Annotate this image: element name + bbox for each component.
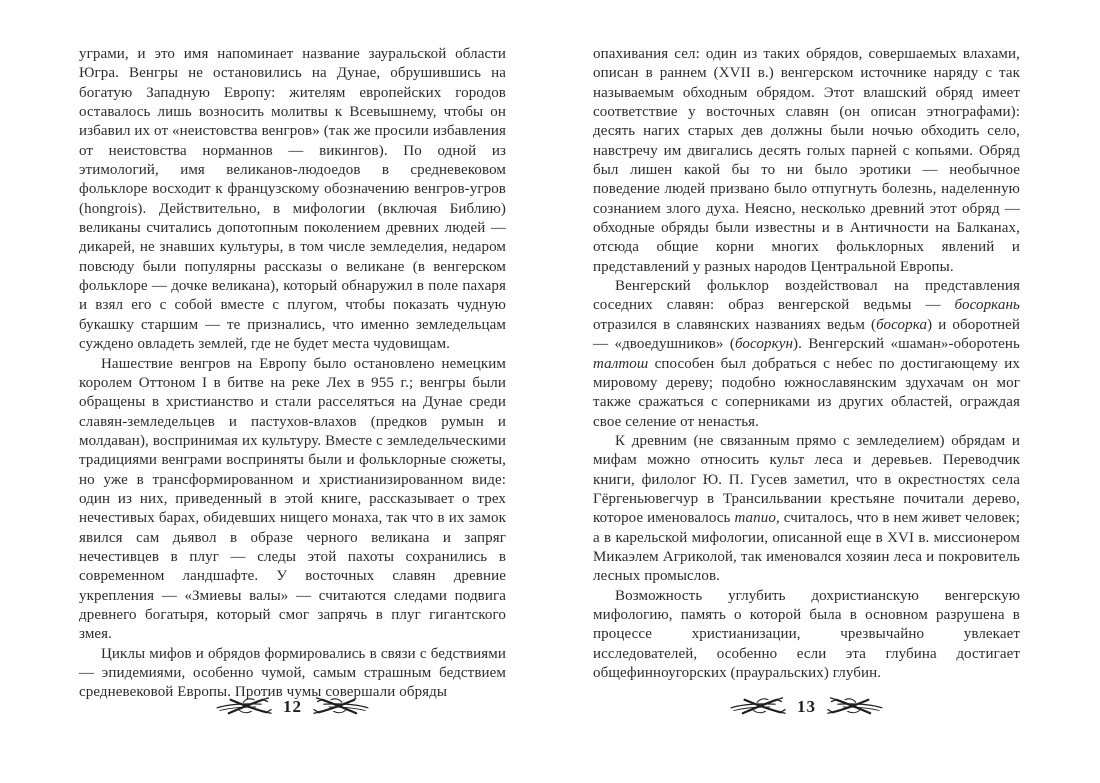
text-run: способен был добраться с небес по достигающему их мировому дереву; подобно южнославянским здухачам он мог также сражаться с соперниками из других областей, ограждая свое селение от ненастья. (593, 355, 1020, 430)
paragraph (79, 45, 506, 355)
paragraph (593, 587, 1020, 684)
flourish-ornament-icon (216, 697, 274, 715)
paragraph (593, 432, 1020, 587)
paragraph (593, 277, 1020, 432)
text-run: ) и оборотней — «двоедушников» ( (593, 316, 1020, 353)
page-right-text (593, 45, 1020, 683)
page-number-right: 13 (797, 696, 816, 716)
text-run: К древним (не связанным прямо с земледелием) обрядам и мифам можно относить культ леса и деревьев. Переводчик книги, филолог Ю. П. Гусев заметил, что в окрестностях села Гёргеньювегчур в Трансильвании крестьяне почитали дерево, которое именовалось (593, 432, 1020, 527)
italic-term: босоркун (734, 336, 793, 353)
page-left-text (79, 45, 506, 703)
page-left-footer (79, 697, 506, 715)
text-run: Возможность углубить дохристианскую венгерскую мифологию, память о которой была в основном разрушена в процессе христианизации, чрезвычайно увлекает исследователей, особенно если эта глубина достигает общефинноугорских (прауральских) глубин. (593, 587, 1020, 681)
italic-term: босорка (876, 316, 928, 333)
text-run: , считалось, что в нем живет человек; а в карельской мифологии, описанной еще в XVI в. миссионером Микаэлем Агриколой, так именовался хозяин леса и покровитель лесных промыслов. (593, 510, 1021, 585)
italic-term: тапио (734, 510, 776, 527)
paragraph (593, 45, 1020, 277)
text-run: уграми, и это имя напоминает название зауральской области Югра. Венгры не остановились на Дунае, обрушившись на богатую Западную Европу: жителям европейских городов оставалось лишь возносить молитвы к Всевышнему, чтобы он избавил их от «неистовства венгров» (так же просили избавления от неистовства норманнов — викингов). По одной из этимологий, имя великанов-людоедов в средневековом фольклоре восходит к французскому обозначению венгров-угров (hongrois). Действительно, в мифологии (включая Библию) великаны считались допотопным поколением древних людей — дикарей, не знавших культуры, в том числе земледелия, недаром повсюду были популярны рассказы о великане (в венгерском фольклоре — дочке великана), который обнаружил в поле пахаря и взял его с собой вместе с плугом, чтобы показать чудную букашку старшим — те признались, что именно земледельцам суждено овладеть землей, где не будет места чудовищам. (79, 46, 506, 353)
italic-term: босоркань (954, 297, 1020, 314)
text-run: Венгерский фольклор воздействовал на представления соседних славян: образ венгерской ведьмы — (593, 278, 1020, 314)
flourish-ornament-icon (311, 697, 369, 715)
paragraph (79, 355, 506, 645)
italic-term: талтош (593, 355, 649, 372)
text-run: ). Венгерский «шаман»-оборотень (793, 336, 1020, 353)
text-run: отразился в славянских названиях ведьм ( (593, 316, 877, 333)
flourish-ornament-icon (730, 697, 788, 715)
paragraph (79, 645, 506, 703)
flourish-ornament-icon (825, 697, 883, 715)
text-run: Циклы мифов и обрядов формировались в связи с бедствиями — эпидемиями, особенно чумой, самым страшным бедствием средневековой Европы. Против чумы совершали обряды (79, 645, 506, 701)
text-run: опахивания сел: один из таких обрядов, совершаемых влахами, описан в раннем (XVII в.) венгерском источнике наряду с так называемым обходным обрядом. Этот влашский обряд имеет соответствие у восточных славян (он описан этнографами): десять нагих старых дев должны были ночью обходить село, навстречу им двигались десять голых парней с копьями. Обряд был лишен какой бы то ни было эротики — необычное поведение людей призвано было отпугнуть болезнь, наделенную сознанием злого духа. Неясно, несколько древний этот обряд — обходные обряды были известны и в Античности на Балканах, отсюда общие корни многих фольклорных явлений и представлений у разных народов Центральной Европы. (593, 46, 1020, 275)
page-left (79, 45, 506, 703)
page-right-footer (593, 697, 1020, 715)
text-run: Нашествие венгров на Европу было остановлено немецким королем Оттоном I в битве на реке Лех в 955 г.; венгры были обращены в христианство и стали расселяться на Дунае среди славян-земледельцев и пастухов-влахов (предков румын и молдаван), воспринимая их культуру. Вместе с земледельческими традициями венграми восприняты были и фольклорные сюжеты, но уже в трансформированном и христианизированном виде: один из них, приведенный в этой книге, рассказывает о трех нечестивых барах, обидевших нищего монаха, так что в их замок явился сам дьявол в образе черного великана и запряг нечестивцев в плуг — следы этой пахоты сохранились в современном ландшафте. У восточных славян древние укрепления — «Змиевы валы» — считаются следами подвига древнего богатыря, который смог запрячь в плуг гигантского змея. (79, 355, 506, 643)
page-right (593, 45, 1020, 683)
page-number-left: 12 (283, 696, 302, 716)
